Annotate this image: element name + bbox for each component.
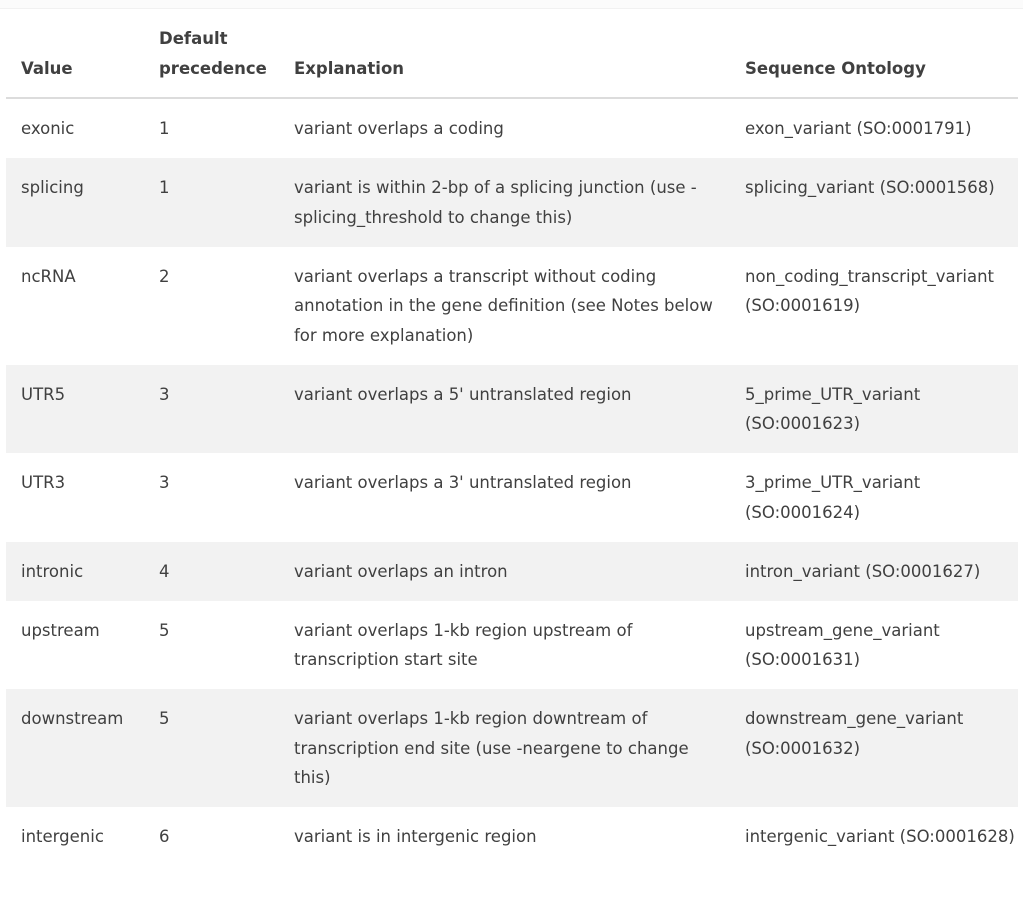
cell-precedence: 6	[159, 827, 170, 846]
header-value: Value	[6, 0, 144, 98]
cell-value: UTR3	[21, 473, 66, 492]
table-row	[6, 453, 1018, 542]
cell-ontology: non_coding_transcript_variant (SO:0001619)	[745, 266, 994, 315]
cell-value: downstream	[21, 709, 124, 728]
cell-ontology: intergenic_variant (SO:0001628)	[745, 827, 1015, 846]
table-row	[6, 158, 1018, 247]
header-explanation: Explanation	[279, 0, 730, 98]
cell-explanation: variant overlaps a coding	[294, 119, 504, 138]
table-header	[6, 0, 1018, 98]
cell-explanation: variant overlaps an intron	[294, 561, 508, 581]
cell-explanation: variant overlaps 1-kb region upstream of transcription start site	[294, 620, 633, 669]
table-row	[6, 689, 1018, 807]
table-header-row	[6, 0, 1018, 98]
cell-value: upstream	[21, 620, 100, 640]
cell-precedence: 3	[159, 384, 170, 404]
cell-explanation: variant overlaps 1-kb region downtream of transcription end site (use -neargene to change this)	[294, 709, 689, 787]
cell-ontology: exon_variant (SO:0001791)	[745, 119, 972, 138]
table-row	[6, 247, 1018, 365]
cell-value: intergenic	[21, 827, 104, 846]
table-row	[6, 542, 1018, 601]
table-row	[6, 365, 1018, 454]
cell-precedence: 1	[159, 178, 170, 197]
table-row	[6, 807, 1018, 866]
cell-value: ncRNA	[21, 266, 76, 286]
cell-precedence: 5	[159, 620, 170, 640]
table-body	[6, 98, 1018, 866]
cell-value: UTR5	[21, 384, 66, 404]
table-row	[6, 98, 1018, 158]
table-row	[6, 601, 1018, 690]
cell-explanation: variant is in intergenic region	[294, 827, 537, 846]
cell-precedence: 3	[159, 473, 170, 492]
cell-precedence: 5	[159, 709, 170, 728]
annotation-values-table	[6, 0, 1018, 866]
cell-explanation: variant is within 2-bp of a splicing junction (use -splicing_threshold to change this)	[294, 178, 697, 227]
cell-precedence: 2	[159, 266, 170, 286]
cell-ontology: upstream_gene_variant (SO:0001631)	[745, 620, 940, 669]
cell-explanation: variant overlaps a transcript without coding annotation in the gene definition (see Notes below for more explanation)	[294, 266, 713, 345]
cell-ontology: 3_prime_UTR_variant (SO:0001624)	[745, 473, 921, 522]
cell-ontology: intron_variant (SO:0001627)	[745, 561, 981, 581]
header-ontology: Sequence Ontology	[730, 0, 1018, 98]
cell-precedence: 1	[159, 119, 170, 138]
cell-ontology: downstream_gene_variant (SO:0001632)	[745, 709, 964, 758]
cell-explanation: variant overlaps a 5' untranslated region	[294, 384, 632, 404]
cell-precedence: 4	[159, 561, 170, 581]
cell-value: exonic	[21, 119, 75, 138]
cell-ontology: splicing_variant (SO:0001568)	[745, 178, 995, 197]
cell-value: splicing	[21, 178, 84, 197]
cell-ontology: 5_prime_UTR_variant (SO:0001623)	[745, 384, 921, 433]
cell-explanation: variant overlaps a 3' untranslated region	[294, 473, 632, 492]
cell-value: intronic	[21, 561, 84, 581]
header-precedence: Default precedence	[144, 0, 279, 98]
